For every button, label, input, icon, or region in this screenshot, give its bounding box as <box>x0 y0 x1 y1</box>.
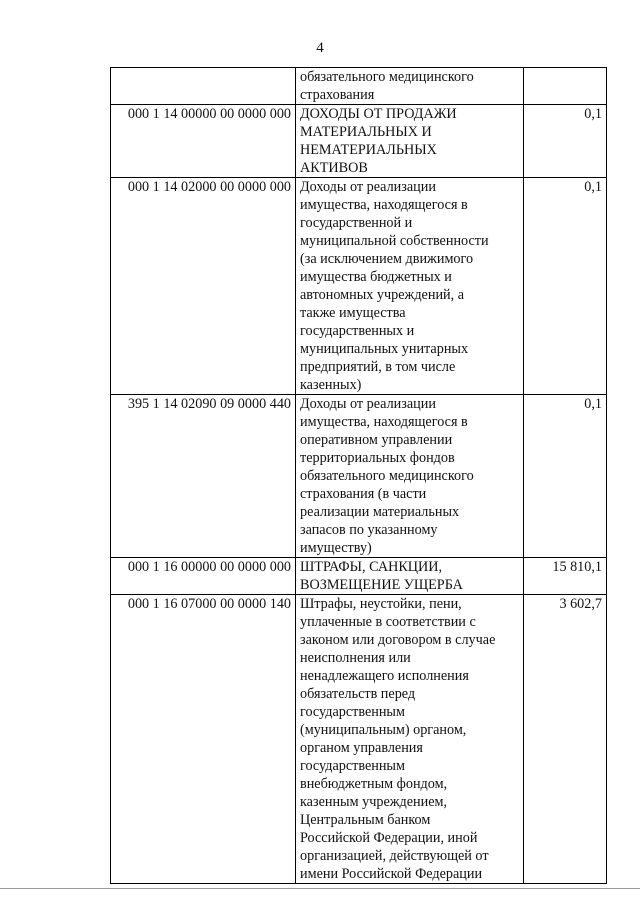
revenue-amount <box>524 68 607 105</box>
revenue-name-line: законом или договором в случае <box>300 632 496 648</box>
revenue-name-line: уплаченные в соответствии с <box>300 614 476 630</box>
revenue-amount: 0,1 <box>524 105 607 178</box>
revenue-name-line: (муниципальным) органом, <box>300 722 467 738</box>
revenue-name-line: муниципальной собственности <box>300 233 489 249</box>
revenue-name <box>296 178 524 395</box>
revenue-name-line: имуществу) <box>300 540 372 556</box>
revenue-name-line: государственных и <box>300 323 415 339</box>
budget-classification-code: 000 1 14 00000 00 0000 000 <box>111 105 296 178</box>
revenue-name <box>296 595 524 884</box>
revenue-name-line: внебюджетным фондом, <box>300 776 448 792</box>
budget-classification-code: 395 1 14 02090 09 0000 440 <box>111 395 296 558</box>
table-row <box>111 595 607 884</box>
revenue-name-line: Штрафы, неустойки, пени, <box>300 596 462 612</box>
revenue-amount: 3 602,7 <box>524 595 607 884</box>
budget-classification-code: 000 1 14 02000 00 0000 000 <box>111 178 296 395</box>
page-number: 4 <box>316 40 324 56</box>
revenue-name-line: (за исключением движимого <box>300 251 474 267</box>
revenue-name-line: Доходы от реализации <box>300 179 436 195</box>
revenue-name-line: МАТЕРИАЛЬНЫХ И <box>300 124 432 140</box>
budget-classification-code: 000 1 16 00000 00 0000 000 <box>111 558 296 595</box>
revenue-name-line: имущества бюджетных и <box>300 269 452 285</box>
revenue-name-line: оперативном управлении <box>300 432 453 448</box>
revenue-name-line: запасов по указанному <box>300 522 438 538</box>
revenue-name-line: муниципальных унитарных <box>300 341 469 357</box>
table-row <box>111 395 607 558</box>
revenue-name-line: государственной и <box>300 215 413 231</box>
table-row <box>111 105 607 178</box>
revenue-amount: 0,1 <box>524 178 607 395</box>
revenue-name-line: имени Российской Федерации <box>300 866 483 882</box>
revenue-name-line: ШТРАФЫ, САНКЦИИ, <box>300 559 443 575</box>
revenue-name-line: также имущества <box>300 305 406 321</box>
revenue-name-line: организацией, действующей от <box>300 848 489 864</box>
revenue-name-line: неисполнения или <box>300 650 411 666</box>
revenue-name-line: НЕМАТЕРИАЛЬНЫХ <box>300 142 437 158</box>
revenue-name-line: ненадлежащего исполнения <box>300 668 469 684</box>
revenue-name-line: казенным учреждением, <box>300 794 448 810</box>
revenue-amount: 0,1 <box>524 395 607 558</box>
budget-classification-code: 000 1 16 07000 00 0000 140 <box>111 595 296 884</box>
revenue-name <box>296 395 524 558</box>
table-row <box>111 178 607 395</box>
revenue-name-line: ДОХОДЫ ОТ ПРОДАЖИ <box>300 106 457 122</box>
revenue-name-line: страхования <box>300 87 375 103</box>
budget-classification-code <box>111 68 296 105</box>
table-row <box>111 68 607 105</box>
revenue-name <box>296 558 524 595</box>
revenue-name-line: территориальных фондов <box>300 450 455 466</box>
budget-revenue-table <box>110 67 607 884</box>
revenue-name-line: обязательного медицинского <box>300 69 474 85</box>
revenue-name-line: государственным <box>300 758 405 774</box>
revenue-name-line: имущества, находящегося в <box>300 414 468 430</box>
revenue-amount: 15 810,1 <box>524 558 607 595</box>
revenue-name-line: Российской Федерации, иной <box>300 830 478 846</box>
revenue-name-line: реализации материальных <box>300 504 460 520</box>
revenue-name-line: обязательного медицинского <box>300 468 474 484</box>
revenue-name-line: страхования (в части <box>300 486 427 502</box>
revenue-name-line: государственным <box>300 704 405 720</box>
revenue-name-line: казенных) <box>300 377 362 393</box>
revenue-name <box>296 105 524 178</box>
revenue-name-line: АКТИВОВ <box>300 160 368 176</box>
page-bottom-rule <box>0 888 640 889</box>
revenue-name-line: органом управления <box>300 740 423 756</box>
revenue-name-line: имущества, находящегося в <box>300 197 468 213</box>
revenue-name-line: предприятий, в том числе <box>300 359 456 375</box>
table-body <box>111 68 607 884</box>
revenue-name-line: обязательств перед <box>300 686 416 702</box>
revenue-name-line: Доходы от реализации <box>300 396 436 412</box>
table-row <box>111 558 607 595</box>
revenue-name-line: Центральным банком <box>300 812 431 828</box>
revenue-name <box>296 68 524 105</box>
revenue-name-line: автономных учреждений, а <box>300 287 465 303</box>
revenue-name-line: ВОЗМЕЩЕНИЕ УЩЕРБА <box>300 577 463 593</box>
